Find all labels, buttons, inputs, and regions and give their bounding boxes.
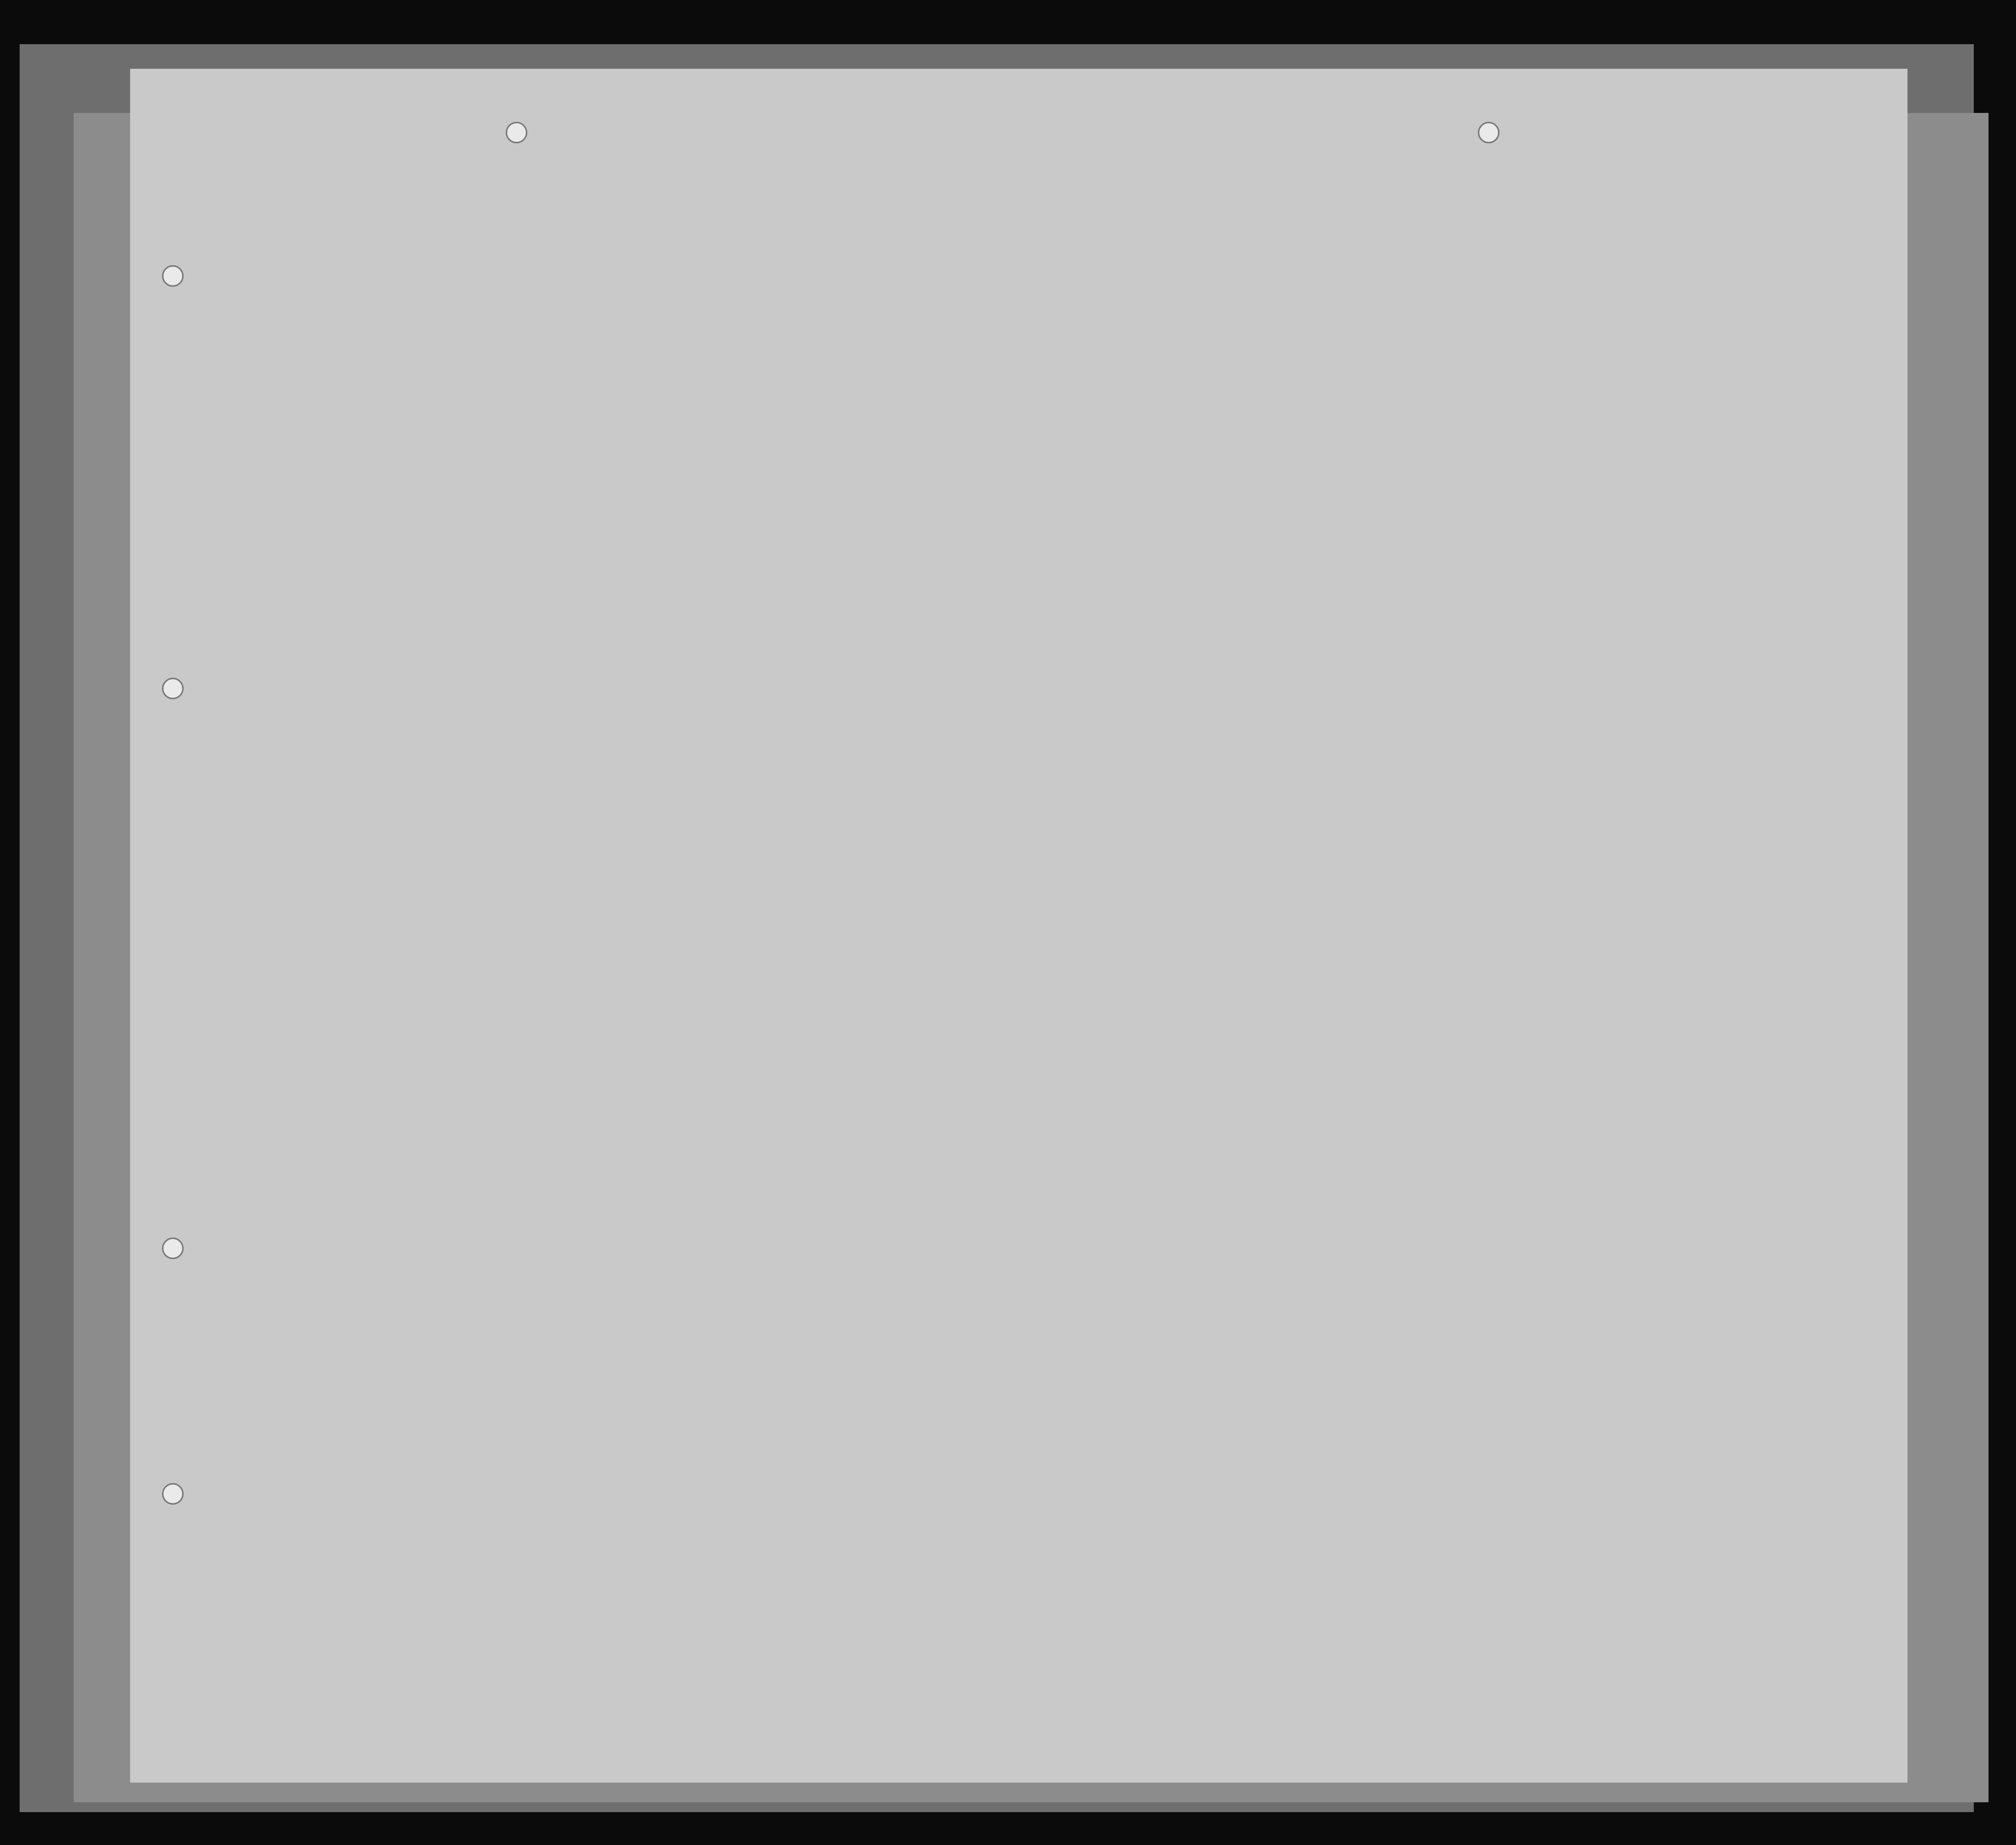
binder-hole [506, 122, 527, 143]
binder-hole [162, 1483, 184, 1505]
ledger-page [130, 69, 1907, 1783]
binder-hole [162, 1238, 184, 1259]
binder-hole [162, 678, 184, 699]
binder-hole [162, 265, 184, 287]
binder-hole [1478, 122, 1499, 143]
